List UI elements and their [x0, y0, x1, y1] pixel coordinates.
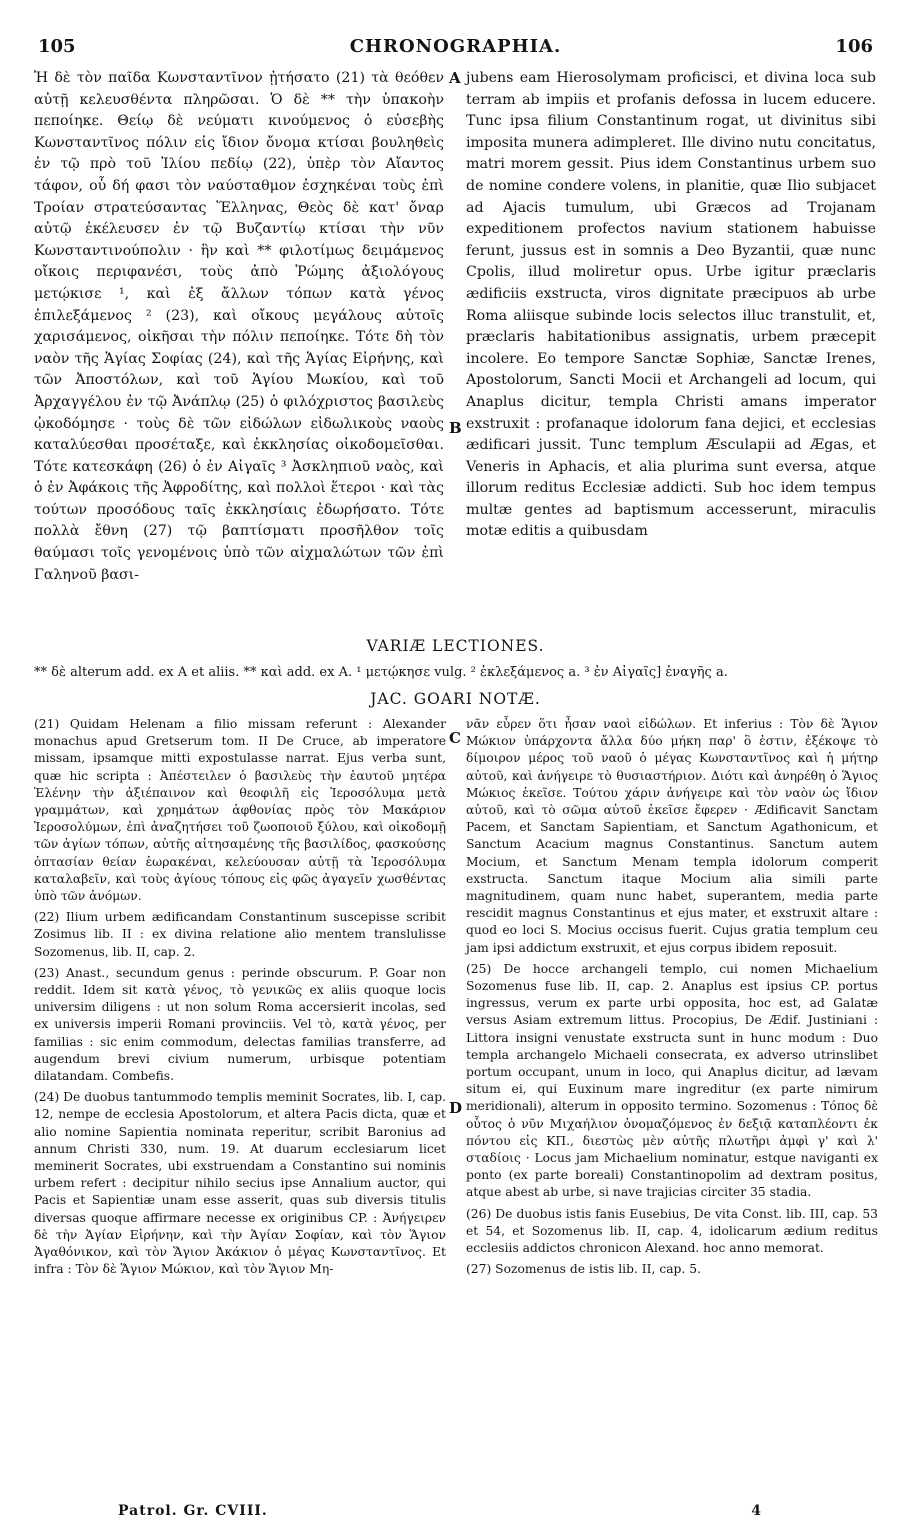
note-23: (23) Anast., secundum genus : perinde obscurum. P. Goar non reddit. Idem sit κατὰ γένος, τὸ γενικῶς ex aliis quoque locis universim diligens : ut non solum Roma accersierit incolas, sed ex universis imperii Romani provinciis. Vel τὸ, κατὰ γένος, per familias : sic enim commodum, delectas familias transferre, ad augendum brevi civium numerum, urbisque potentiam dilatandam. Combefis.	[34, 965, 446, 1084]
margin-marker-b: B	[449, 419, 462, 437]
note-24-continued: νᾶν εὗρεν ὅτι ἦσαν ναοὶ εἰδώλων. Et inferius : Τὸν δὲ Ἅγιον Μώκιον ὑπάρχοντα ἄλλα δύο μήκη παρ' ὃ ἐστιν, ἐξέκοψε τὸ δίμοιρον μέρος τοῦ ναοῦ ὁ μέγας Κωνσταντῖνος καὶ ἡ μήτηρ αὐτοῦ, καὶ ἀνήγειρε τὸ θυσιαστήριον. Διότι καὶ ἀνηρέθη ὁ Ἅγιος Μώκιος ἐκεῖσε. Τούτου χάριν ἀνήγειρε καὶ τὸν ναὸν ὡς ἴδιον αὐτοῦ, καὶ τὸ σῶμα αὐτοῦ ἐκεῖσε ἔφερεν · Ædificavit Sanctam Pacem, et Sanctam Sapientiam, et Sanctum Agathonicum, et Sanctum Acacium magnus Constantinus. Sanctum autem Mocium, et Sanctum Menam templa idolorum comperit exstructa. Sanctum itaque Mocium alia simili parte magnitudinem, quam nunc habet, superantem, media parte rescidit magnus Constantinus et ejus mater, et exstruxit altare : quod eo loci S. Mocius occisus fuerit. Cujus gratia templum ceu jam ipsi addictum exstruxit, et ejus corpus ibidem reposuit.	[466, 717, 878, 955]
latin-text: jubens eam Hierosolymam proficisci, et divina loca sub terram ab impiis et profanis defossa in lucem educere. Tunc ipsa filium Constantinum rogat, ut divinitus sibi imposita munera adimpleret. Ille divino nutu concitatus, matri morem gessit. Pius idem Constantinus urbem suo de nomine condere volens, in planitie, quæ Ilio subjacet ad Ajacis tumulum, ubi Græcos ad Trojanam expeditionem profectos navium stationem habuisse ferunt, jussus est in somnis a Deo Byzantii, quæ nunc Cpolis, illud moliretur opus. Urbe igitur præclaris ædificiis exstructa, viros dignitate præcipuos ab urbe Roma aliisque subinde locis selectos illuc transtulit, et, præclaris habitationibus assignatis, urbem præcepit incolere. Eo tempore Sanctæ Sophiæ, Sanctæ Irenes, Apostolorum, Sancti Mocii et Archangeli ad locum, qui Anaplus dicitur, templa Christi amans imperator exstruxit : profanaque idolorum fana dejici, et ecclesias ædificari jussit. Tunc templum Æsculapii ad Ægas, et Veneris in Aphacis, et alia plurima sunt eversa, atque illorum reditus Ecclesiæ addicti. Sub hoc idem tempus multæ gentes ad baptismum accesserunt, miraculis motæ editis a quibusdam	[466, 70, 876, 540]
page-footer	[118, 1503, 761, 1525]
latin-text-column	[466, 68, 876, 543]
note-24: (24) De duobus tantummodo templis meminit Socrates, lib. I, cap. 12, nempe de ecclesia Apostolorum, et altera Pacis dicta, quæ et alio nomine Sapientia nominata reperitur, scribit Baronius ad annum Christi 330, num. 19. At duarum ecclesiarum licet meminerit Socrates, ubi exstruendam a Constantino sui nominis urbem refert : decipitur nihilo secius ipse Annalium auctor, qui Pacis et Sapientiæ unam esse asserit, quas sub diversis titulis diversas quoque affirmare necesse ex originibus CP. : Ἀνήγειρεν δὲ τὴν Ἁγίαν Εἰρήνην, καὶ τὴν Ἁγίαν Σοφίαν, καὶ τὸν Ἅγιον Ἀγαθόνικον, καὶ τὸν Ἅγιον Ἀκάκιον ὁ μέγας Κωνσταντῖνος. Et infra : Τὸν δὲ Ἅγιον Μώκιον, καὶ τὸν Ἅγιον Μη-	[34, 1090, 446, 1277]
margin-marker-a: A	[449, 69, 461, 87]
note-22: (22) Ilium urbem ædificandam Constantinum suscepisse scribit Zosimus lib. II : ex divina relatione alio mentem translulisse Sozomenus, lib. II, cap. 2.	[34, 910, 446, 959]
note-26: (26) De duobus istis fanis Eusebius, De vita Const. lib. III, cap. 53 et 54, et Sozomenus lib. II, cap. 4, idolicarum ædium reditus ecclesiis addictos chronicon Alexand. hoc anno memorat.	[466, 1206, 878, 1256]
notes-right-column	[466, 716, 878, 1283]
greek-text-column	[34, 68, 444, 586]
margin-marker-d: D	[449, 1099, 463, 1117]
running-title: CHRONOGRAPHIA.	[349, 36, 562, 57]
note-25: (25) De hocce archangeli templo, cui nomen Michaelium Sozomenus fuse lib. II, cap. 2. Anaplus est ipsius CP. portus ingressus, verum ex parte urbi opposita, hoc est, ad Galatæ versus Asiam extremum littus. Procopius, De Ædif. Justiniani : Littora insigni venustate exstructa sunt in hunc modum : Duo templa archangelo Michaeli consecrata, ex adverso utrinslibet portum occupant, unum in loco, qui Anaplus dicitur, ad lævam situm ei, qui Euxinum mare ingreditur (ex parte nimirum meridionali), alterum in opposito termino. Sozomenus : Τόπος δὲ οὗτος ὁ νῦν Μιχαήλιον ὀνομαζόμενος ἐν δεξιᾷ καταπλέοντι ἐκ πόντου εἰς ΚΠ., διεστὼς μὲν αὐτῆς πλωτῆρι ἀμφὶ γ' καὶ λ' σταδίοις · Locus jam Michaelium nominatur, estque naviganti ex ponto (ex parte boreali) Constantinopolim ad dextram positus, atque abest ab urbe, si nave trajicias circiter 35 stadia.	[466, 961, 878, 1200]
footer-volume: Patrol. Gr. CVIII.	[118, 1503, 268, 1519]
page-number-right: 106	[835, 36, 873, 57]
notes-left-column	[34, 716, 446, 1283]
page-number-left: 105	[38, 36, 76, 57]
variae-lectiones-title: VARIÆ LECTIONES.	[366, 637, 545, 655]
notes-title: JAC. GOARI NOTÆ.	[370, 690, 541, 708]
margin-marker-c: C	[449, 729, 461, 747]
greek-text: Ἡ δὲ τὸν παῖδα Κωνσταντῖνον ᾐτήσατο (21) τὰ θεόθεν αὐτῇ κελευσθέντα πληρῶσαι. Ὁ δὲ ** τὴν ὑπακοὴν πεποίηκε. Θείῳ δὲ νεύματι κινούμενος ὁ εὐσεβὴς Κωνσταντῖνος πόλιν εἰς ἴδιον ὄνομα κτίσαι βουληθεὶς ἐν τῷ πρὸ τοῦ Ἰλίου πεδίῳ (22), ὑπὲρ τὸν Αἴαντος τάφον, οὗ δή φασι τὸν ναύσταθμον ἐσχηκέναι τοὺς ἐπὶ Τροίαν στρατεύσαντας Ἕλληνας, Θεὸς δὲ κατ' ὄναρ αὐτῷ ἐκέλευσεν ἐν τῷ Βυζαντίῳ κτίσαι τὴν νῦν Κωνσταντινούπολιν · ἣν καὶ ** φιλοτίμως δειμάμενος οἴκοις περιφανέσι, τοὺς ἀπὸ Ῥώμης ἀξιολόγους μετῴκισε ¹, καὶ ἐξ ἄλλων τόπων κατὰ γένος ἐπιλεξάμενος ² (23), καὶ οἴκους μεγάλους αὐτοῖς χαρισάμενος, οἰκῆσαι τὴν πόλιν πεποίηκε. Τότε δὴ τὸν ναὸν τῆς Ἁγίας Σοφίας (24), καὶ τῆς Ἁγίας Εἰρήνης, καὶ τῶν Ἀποστόλων, καὶ τοῦ Ἁγίου Μωκίου, καὶ τοῦ Ἀρχαγγέλου ἐν τῷ Ἀνάπλῳ (25) ὁ φιλόχριστος βασιλεὺς ᾠκοδόμησε · τοὺς δὲ τῶν εἰδώλων εἰδωλικοὺς ναοὺς καταλύεσθαι προσέταξε, καὶ ἐκκλησίας οἰκοδομεῖσθαι. Τότε κατεσκάφη (26) ὁ ἐν Αἰγαῖς ³ Ἀσκληπιοῦ ναὸς, καὶ ὁ ἐν Ἀφάκοις τῆς Ἀφροδίτης, καὶ πολλοὶ ἕτεροι · καὶ τὰς τούτων προσόδους ταῖς ἐκκλησίαις ἐδωρήσατο. Τότε πολλὰ ἔθνη (27) τῷ βαπτίσματι προσῆλθον τοῖς θαύμασι τοῖς γενομένοις ὑπὸ τῶν αἰχμαλώτων τῶν ἐπὶ Γαληνοῦ βασι-	[34, 70, 444, 583]
note-27: (27) Sozomenus de istis lib. II, cap. 5.	[466, 1262, 701, 1277]
running-header	[38, 36, 873, 60]
note-21: (21) Quidam Helenam a filio missam referunt : Alexander monachus apud Gretserum tom. II De Cruce, ab imperatore missam, ipsamque mitti expostulasse narrat. Ejus verba sunt, quæ hic scripta : Ἀπέστειλεν ὁ βασιλεὺς τὴν ἑαυτοῦ μητέρα Ἑλένην τὴν ἀξιέπαινον καὶ θεοφιλῆ εἰς Ἱεροσόλυμα μετὰ γραμμάτων, καὶ χρημάτων ἀφθονίας πρὸς τὸν Μακάριον Ἱεροσολύμων, ἐπὶ ἀναζητήσει τοῦ ζωοποιοῦ ξύλου, καὶ οἰκοδομῇ τῶν ἁγίων τόπων, αὐτῆς αἰτησαμένης τῆς βασιλίδος, φασκούσης ὀπτασίαν θείαν ἑωρακέναι, κελεύουσαν αὐτῇ τὰ Ἱεροσόλυμα καταλαβεῖν, καὶ τοὺς ἁγίους τόπους εἰς φῶς ἀγαγεῖν χωσθέντας ὑπὸ τῶν ἀνόμων.	[34, 717, 446, 904]
variae-lectiones-text: ** δὲ alterum add. ex A et aliis. ** καὶ add. ex A. ¹ μετῴκησε vulg. ² ἐκλεξάμενος a. ³ ἐν Αἰγαῖς] ἐναγῆς a.	[34, 665, 728, 680]
footer-signature: 4	[751, 1503, 761, 1519]
